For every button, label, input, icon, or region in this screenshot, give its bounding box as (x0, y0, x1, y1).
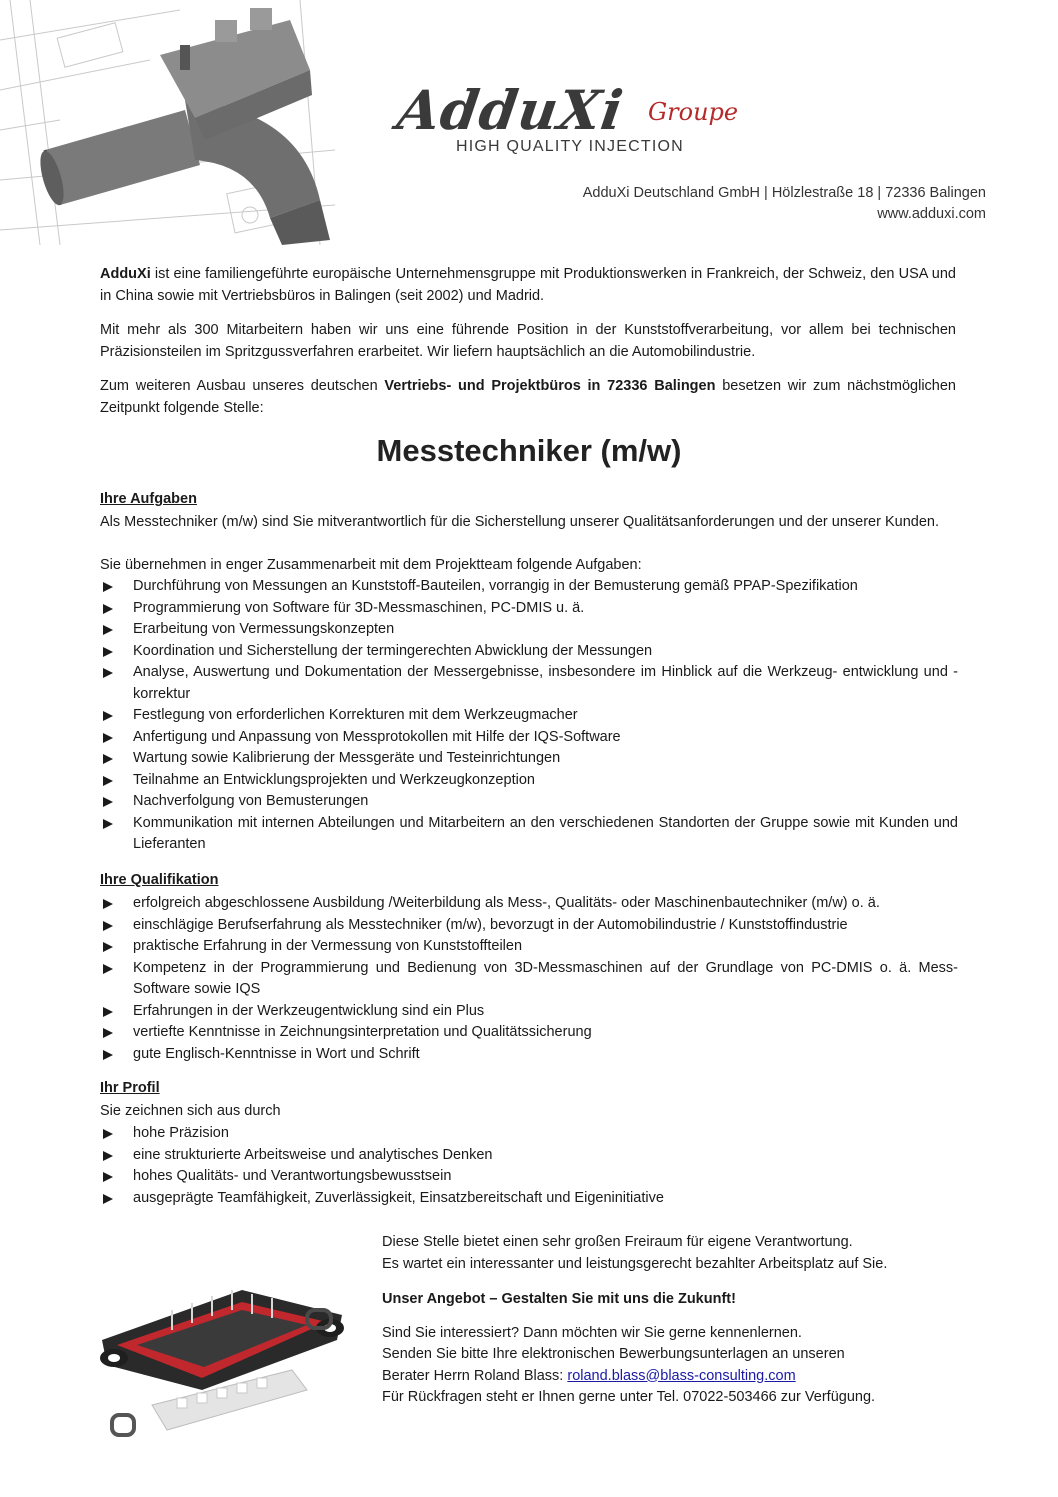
list-item-text: gute Englisch-Kenntnisse in Wort und Schrift (133, 1045, 420, 1062)
list-item (100, 1145, 958, 1167)
tasks-intro: Als Messtechniker (m/w) sind Sie mitverantwortlich für die Sicherstellung unserer Qualitätsanforderungen und der unserer Kunden. (100, 514, 939, 530)
list-item (100, 1022, 958, 1044)
list-item (100, 1166, 958, 1188)
list-item (100, 619, 958, 641)
list-item-text: Festlegung von erforderlichen Korrekturen mit dem Werkzeugmacher (133, 707, 578, 723)
bullet-arrow-icon (103, 1194, 113, 1204)
bullet-arrow-icon (103, 819, 113, 829)
list-item-text: Durchführung von Messungen an Kunststoff-Bauteilen, vorrangig in der Bemusterung gemäß PPAP-Spezifikation (133, 578, 858, 594)
bullet-arrow-icon (103, 964, 113, 974)
list-item-text: erfolgreich abgeschlossene Ausbildung /Weiterbildung als Mess-, Qualitäts- oder Maschinenbautechniker (m/w) o. ä. (133, 895, 880, 911)
bullet-arrow-icon (103, 1028, 113, 1038)
bullet-arrow-icon (103, 754, 113, 764)
list-item-text: Wartung sowie Kalibrierung der Messgeräte und Testeinrichtungen (133, 750, 561, 766)
bullet-arrow-icon (103, 899, 113, 909)
list-item (100, 1001, 958, 1023)
list-item (100, 915, 958, 937)
bullet-arrow-icon (103, 604, 113, 614)
list-item (100, 598, 958, 620)
bullet-arrow-icon (103, 647, 113, 657)
profile-heading: Ihr Profil (100, 1080, 160, 1096)
bullet-arrow-icon (103, 942, 113, 952)
job-title: Messtechniker (m/w) (376, 433, 682, 468)
list-item-text: Nachverfolgung von Bemusterungen (133, 793, 369, 809)
closing-line-1: Diese Stelle bietet einen sehr großen Freiraum für eigene Verantwortung. (382, 1234, 853, 1250)
intro-text-3b: besetzen wir zum nächstmöglichen Zeitpunkt folgende Stelle: (100, 378, 956, 416)
intro-text-3a: Zum weiteren Ausbau unseres deutschen (100, 378, 385, 394)
list-item-text: Koordination und Sicherstellung der termingerechten Abwicklung der Messungen (133, 642, 653, 659)
list-item-text: praktische Erfahrung in der Vermessung von Kunststoffteilen (133, 938, 523, 954)
list-item (100, 770, 958, 792)
bullet-arrow-icon (103, 921, 113, 931)
website-link[interactable]: www.adduxi.com (877, 206, 986, 222)
list-item (100, 748, 958, 770)
company-address (583, 183, 986, 225)
list-item-text: Kompetenz in der Programmierung und Bedienung von 3D-Messmaschinen auf der Grundlage von PC-DMIS o. ä. Mess-Software sowie IQS (133, 959, 958, 997)
logo-tagline: HIGH QUALITY INJECTION (456, 138, 684, 155)
connector-part-illustration (92, 1270, 354, 1445)
contact-block (382, 1323, 982, 1409)
list-item (100, 576, 958, 598)
list-item-text: einschlägige Berufserfahrung als Messtechniker (m/w), bevorzugt in der Automobilindustrie / Kunststoffindustrie (133, 916, 848, 933)
contact-line-2: Senden Sie bitte Ihre elektronischen Bewerbungsunterlagen an unseren (382, 1346, 845, 1362)
list-item-text: Programmierung von Software für 3D-Messmaschinen, PC-DMIS u. ä. (133, 599, 585, 616)
list-item-text: hohe Präzision (133, 1125, 229, 1141)
contact-line-4: Für Rückfragen steht er Ihnen gerne unter Tel. 07022-503466 zur Verfügung. (382, 1389, 876, 1405)
qualification-heading: Ihre Qualifikation (100, 872, 219, 888)
list-item-text: eine strukturierte Arbeitsweise und analytisches Denken (133, 1146, 493, 1163)
list-item (100, 1188, 958, 1210)
tasks-heading: Ihre Aufgaben (100, 491, 197, 507)
qualification-list (100, 893, 958, 1065)
bullet-arrow-icon (103, 797, 113, 807)
bullet-arrow-icon (103, 668, 113, 678)
company-logo (393, 78, 739, 168)
list-item-text: ausgeprägte Teamfähigkeit, Zuverlässigkeit, Einsatzbereitschaft und Eigeninitiative (133, 1189, 664, 1206)
bullet-arrow-icon (103, 625, 113, 635)
list-item (100, 958, 958, 1001)
bullet-arrow-icon (103, 1007, 113, 1017)
intro-paragraph-3 (100, 376, 956, 419)
logo-wordmark: AdduXi (393, 78, 628, 142)
intro-text-1: ist eine familiengeführte europäische Unternehmensgruppe mit Produktionswerken in Frankreich, der Schweiz, den USA und in China sowie mit Vertriebsbüros in Balingen (seit 2002) und Madrid. (100, 266, 956, 304)
list-item-text: Erfahrungen in der Werkzeugentwicklung sind ein Plus (133, 1002, 485, 1019)
contact-line-1: Sind Sie interessiert? Dann möchten wir Sie gerne kennenlernen. (382, 1324, 802, 1341)
intro-paragraph-1 (100, 264, 956, 307)
bullet-arrow-icon (103, 582, 113, 592)
bullet-arrow-icon (103, 1151, 113, 1161)
bullet-arrow-icon (103, 1129, 113, 1139)
list-item (100, 936, 958, 958)
bullet-arrow-icon (103, 1172, 113, 1182)
office-location: Vertriebs- und Projektbüros in 72336 Balingen (384, 378, 716, 394)
intro-paragraph-2: Mit mehr als 300 Mitarbeitern haben wir uns eine führende Position in der Kunststoffverarbeitung, vor allem bei technischen Präzisionsteilen im Spritzgussverfahren erarbeitet. Wir liefern hauptsächlich an die Automobilindustrie. (100, 322, 956, 360)
contact-name: Berater Herrn Roland Blass: (382, 1367, 568, 1384)
list-item-text: Teilnahme an Entwicklungsprojekten und Werkzeugkonzeption (133, 771, 535, 788)
logo-groupe: Groupe (648, 98, 739, 126)
list-item (100, 662, 958, 705)
closing-block (382, 1232, 982, 1409)
bullet-arrow-icon (103, 1050, 113, 1060)
offer-heading: Unser Angebot – Gestalten Sie mit uns die Zukunft! (382, 1291, 736, 1307)
list-item-text: Anfertigung und Anpassung von Messprotokollen mit Hilfe der IQS-Software (133, 728, 621, 745)
contact-line-3 (382, 1366, 982, 1388)
email-link[interactable]: roland.blass@blass-consulting.com (567, 1367, 796, 1384)
list-item (100, 705, 958, 727)
list-item-text: Erarbeitung von Vermessungskonzepten (133, 621, 395, 637)
brand-name: AdduXi (100, 266, 151, 282)
list-item-text: Kommunikation mit internen Abteilungen und Mitarbeitern an den verschiedenen Standorten der Gruppe sowie mit Kunden und Lieferanten (133, 814, 958, 852)
list-item (100, 1044, 958, 1066)
list-item (100, 727, 958, 749)
list-item (100, 641, 958, 663)
tasks-list (100, 576, 958, 856)
pipe-part-illustration (0, 0, 335, 245)
address-line: AdduXi Deutschland GmbH | Hölzlestraße 18 | 72336 Balingen (582, 185, 986, 201)
list-item (100, 813, 958, 856)
profile-list (100, 1123, 958, 1209)
list-item-text: hohes Qualitäts- und Verantwortungsbewusstsein (133, 1168, 452, 1184)
bullet-arrow-icon (103, 711, 113, 721)
profile-intro: Sie zeichnen sich aus durch (100, 1103, 281, 1119)
tasks-intro-2: Sie übernehmen in enger Zusammenarbeit mit dem Projektteam folgende Aufgaben: (100, 557, 642, 573)
bullet-arrow-icon (103, 733, 113, 743)
list-item (100, 893, 958, 915)
list-item-text: vertiefte Kenntnisse in Zeichnungsinterpretation und Qualitätssicherung (133, 1024, 592, 1040)
bullet-arrow-icon (103, 776, 113, 786)
list-item (100, 791, 958, 813)
list-item-text: Analyse, Auswertung und Dokumentation der Messergebnisse, insbesondere im Hinblick auf die Werkzeug- entwicklung und -korrektur (133, 664, 958, 702)
list-item (100, 1123, 958, 1145)
closing-line-2: Es wartet ein interessanter und leistungsgerecht bezahlter Arbeitsplatz auf Sie. (382, 1255, 888, 1272)
